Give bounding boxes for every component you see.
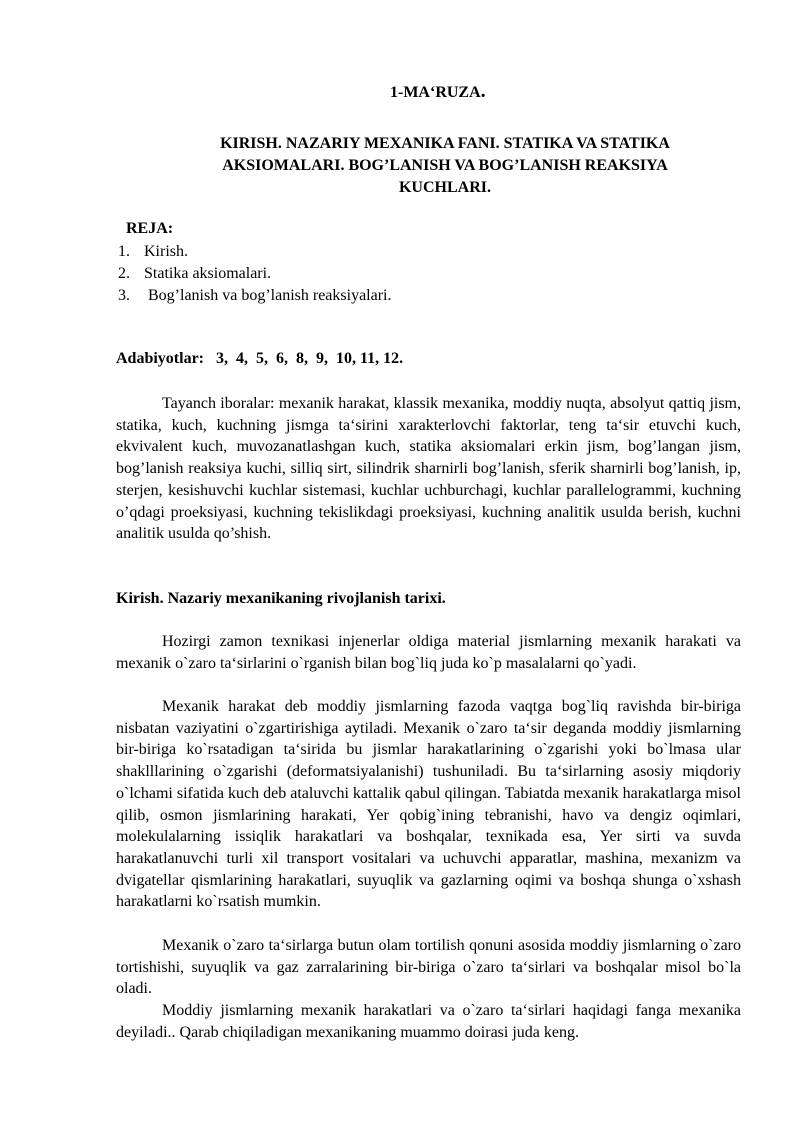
literature-line: Adabiyotlar: 3, 4, 5, 6, 8, 9, 10, 11, 12. bbox=[116, 350, 404, 367]
body-paragraph: Moddiy jismlarning mexanik harakatlari va o`zaro ta‘sirlari haqidagi fanga mexanika deyiladi.. Qarab chiqiladigan mexanikaning muammo doirasi juda keng. bbox=[116, 1002, 741, 1041]
keywords-paragraph: Tayanch iboralar: mexanik harakat, klassik mexanika, moddiy nuqta, absolyut qattiq jism, statika, kuch, kuchning jismga ta‘sirini xarakterlovchi faktorlar, teng ta‘sir etuvchi kuch, ekvivalent kuch, muvozanatlashgan kuch, statika aksiomalari erkin jism, bog’langan jism, bog’lanish reaksiya kuchi, silliq sirt, silindrik sharnirli bog’lanish, sferik sharnirli bog’lanish, ip, sterjen, kesishuvchi kuchlar sistemasi, kuchlar uchburchagi, kuchlar parallelogrammi, kuchning o’qdagi proeksiyasi, kuchning tekislikdagi proeksiyasi, kuchning analitik usulda berish, kuchni analitik usulda qo’shish. bbox=[116, 395, 741, 543]
plan-item-number: 3. bbox=[118, 287, 130, 304]
body-paragraph: Hozirgi zamon texnikasi injenerlar oldiga material jismlarning mexanik harakati va mexanik o`zaro ta‘sirlarini o`rganish bilan bog`liq juda ko`p masalalarni qo`yadi. bbox=[116, 633, 741, 672]
plan-item-text: Bog’lanish va bog’lanish reaksiyalari. bbox=[144, 287, 392, 304]
plan-item-text: Kirish. bbox=[144, 243, 188, 260]
lecture-number-dot: . bbox=[480, 80, 486, 102]
plan-list bbox=[118, 241, 392, 307]
body-paragraph: Mexanik o`zaro ta‘sirlarga butun olam tortilish qonuni asosida moddiy jismlarning o`zaro tortishishi, suyuqlik va gaz zarralarining bir-biriga o`zaro ta‘sirlari va boshqalar misol bo`la oladi. bbox=[116, 937, 741, 998]
plan-item bbox=[118, 241, 392, 263]
plan-item-number: 2. bbox=[118, 265, 130, 282]
plan-item bbox=[118, 263, 392, 285]
plan-title: REJA: bbox=[126, 220, 174, 237]
plan-item-number: 1. bbox=[118, 243, 130, 260]
section-heading: Kirish. Nazariy mexanikaning rivojlanish tarixi. bbox=[116, 590, 446, 607]
lecture-number: 1-MA‘RUZA. bbox=[390, 80, 486, 102]
title-line-2: AKSIOMALARI. BOG’LANISH VA BOG’LANISH REAKSIYA bbox=[222, 157, 668, 174]
page-title bbox=[150, 133, 740, 199]
plan-item-text: Statika aksiomalari. bbox=[144, 265, 272, 282]
title-line-3: KUCHLARI. bbox=[398, 179, 491, 196]
body-paragraph: Mexanik harakat deb moddiy jismlarning fazoda vaqtga bog`liq ravishda bir-biriga nisbatan vaziyatini o`zgartirishiga aytiladi. Mexanik o`zaro ta‘sir deganda moddiy jismlarning bir-biriga ko`rsatadigan ta‘sirida bu jismlar harakatlarining o`zgarishi yoki bo`lmasa ular shaklllarining o`zgarishi (deformatsiyalanishi) tushuniladi. Bu ta‘sirlarning asosiy miqdoriy o`lchami sifatida kuch deb ataluvchi kattalik qabul qilingan. Tabiatda mexanik harakatlarga misol qilib, osmon jismlarining harakati, Yer qobig`ining tebranishi, havo va dengiz oqimlari, molekulalarning issiqlik harakatlari va boshqalar, texnikada esa, Yer sirti va suvda harakatlanuvchi turli xil transport vositalari va uchuvchi apparatlar, mashina, mexanizm va dvigatellar qismlarining harakatlari, suyuqlik va gazlarning oqimi va boshqa shunga o`xshash harakatlarni ko`rsatish mumkin. bbox=[116, 698, 741, 911]
title-line-1: KIRISH. NAZARIY MEXANIKA FANI. STATIKA VA STATIKA bbox=[220, 135, 670, 152]
plan-item bbox=[118, 285, 392, 307]
